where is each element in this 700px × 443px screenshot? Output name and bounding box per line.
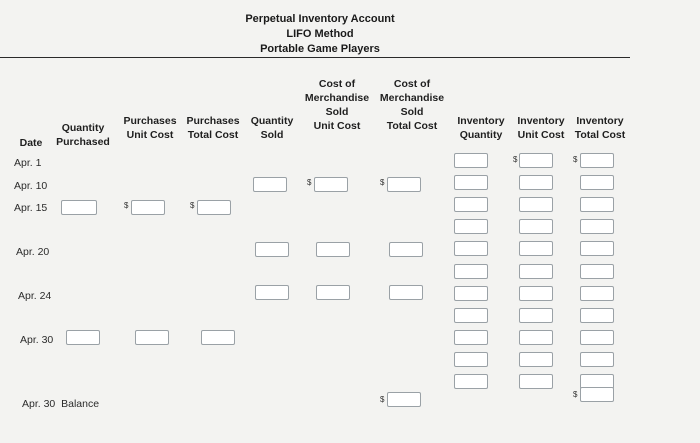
apr24-quantity-sold-input[interactable] bbox=[255, 285, 289, 300]
apr30-quantity-purchased-input[interactable] bbox=[66, 330, 100, 345]
apr10-cogs-total-cost-input[interactable] bbox=[387, 177, 421, 192]
inventory-quantity-input[interactable] bbox=[454, 153, 488, 168]
inventory-unit-cost-input[interactable] bbox=[519, 153, 553, 168]
inventory-unit-cost-input[interactable] bbox=[519, 197, 553, 212]
row-label-apr15: Apr. 15 bbox=[14, 202, 48, 214]
inventory-total-cost-input[interactable] bbox=[580, 197, 614, 212]
title-line-1: Perpetual Inventory Account bbox=[245, 13, 395, 25]
inventory-quantity-input[interactable] bbox=[454, 308, 488, 323]
apr10-cogs-unit-cost-input[interactable] bbox=[314, 177, 348, 192]
inventory-quantity-input[interactable] bbox=[454, 374, 488, 389]
row-label-apr30: Apr. 30 bbox=[20, 334, 54, 346]
header-cogs-unit-cost: Cost of Merchandise Sold Unit Cost bbox=[304, 78, 370, 132]
header-quantity-purchased: Quantity Purchased bbox=[56, 122, 110, 148]
header-inventory-total-cost: Inventory Total Cost bbox=[574, 115, 626, 141]
title-line-3: Portable Game Players bbox=[260, 43, 380, 55]
inventory-quantity-input[interactable] bbox=[454, 352, 488, 367]
inventory-total-cost-input[interactable] bbox=[580, 264, 614, 279]
header-purchases-unit-cost: Purchases Unit Cost bbox=[123, 115, 177, 141]
currency-symbol: $ bbox=[190, 201, 195, 210]
apr20-quantity-sold-input[interactable] bbox=[255, 242, 289, 257]
apr20-cogs-total-cost-input[interactable] bbox=[389, 242, 423, 257]
row-label-apr20: Apr. 20 bbox=[16, 246, 50, 258]
title-divider bbox=[0, 57, 630, 58]
currency-symbol: $ bbox=[573, 155, 578, 164]
header-quantity-sold: Quantity Sold bbox=[250, 115, 294, 141]
inventory-quantity-input[interactable] bbox=[454, 264, 488, 279]
header-date: Date bbox=[19, 137, 43, 149]
inventory-quantity-input[interactable] bbox=[454, 197, 488, 212]
inventory-unit-cost-input[interactable] bbox=[519, 241, 553, 256]
inventory-quantity-input[interactable] bbox=[454, 175, 488, 190]
currency-symbol: $ bbox=[380, 178, 385, 187]
inventory-total-cost-input[interactable] bbox=[580, 153, 614, 168]
title-line-2: LIFO Method bbox=[286, 28, 354, 40]
inventory-quantity-input[interactable] bbox=[454, 219, 488, 234]
apr30-purchases-unit-cost-input[interactable] bbox=[135, 330, 169, 345]
inventory-total-cost-input[interactable] bbox=[580, 175, 614, 190]
currency-symbol: $ bbox=[380, 395, 385, 404]
apr20-cogs-unit-cost-input[interactable] bbox=[316, 242, 350, 257]
apr24-cogs-total-cost-input[interactable] bbox=[389, 285, 423, 300]
inventory-quantity-input[interactable] bbox=[454, 241, 488, 256]
inventory-total-cost-input[interactable] bbox=[580, 352, 614, 367]
balance-inventory-total-cost-input[interactable] bbox=[580, 387, 614, 402]
inventory-unit-cost-input[interactable] bbox=[519, 264, 553, 279]
inventory-unit-cost-input[interactable] bbox=[519, 374, 553, 389]
balance-cogs-total-cost-input[interactable] bbox=[387, 392, 421, 407]
apr15-purchases-total-cost-input[interactable] bbox=[197, 200, 231, 215]
header-inventory-quantity: Inventory Quantity bbox=[457, 115, 505, 141]
inventory-total-cost-input[interactable] bbox=[580, 286, 614, 301]
currency-symbol: $ bbox=[513, 155, 518, 164]
inventory-quantity-input[interactable] bbox=[454, 286, 488, 301]
currency-symbol: $ bbox=[573, 390, 578, 399]
inventory-unit-cost-input[interactable] bbox=[519, 330, 553, 345]
row-label-balance: Apr. 30 Balance bbox=[22, 398, 100, 410]
row-label-apr10: Apr. 10 bbox=[14, 180, 48, 192]
inventory-unit-cost-input[interactable] bbox=[519, 175, 553, 190]
currency-symbol: $ bbox=[307, 178, 312, 187]
inventory-quantity-input[interactable] bbox=[454, 330, 488, 345]
apr10-quantity-sold-input[interactable] bbox=[253, 177, 287, 192]
inventory-total-cost-input[interactable] bbox=[580, 219, 614, 234]
header-purchases-total-cost: Purchases Total Cost bbox=[186, 115, 240, 141]
row-label-apr24: Apr. 24 bbox=[18, 290, 52, 302]
inventory-unit-cost-input[interactable] bbox=[519, 352, 553, 367]
apr30-purchases-total-cost-input[interactable] bbox=[201, 330, 235, 345]
apr15-purchases-unit-cost-input[interactable] bbox=[131, 200, 165, 215]
inventory-total-cost-input[interactable] bbox=[580, 241, 614, 256]
inventory-unit-cost-input[interactable] bbox=[519, 219, 553, 234]
apr24-cogs-unit-cost-input[interactable] bbox=[316, 285, 350, 300]
currency-symbol: $ bbox=[124, 201, 129, 210]
inventory-unit-cost-input[interactable] bbox=[519, 286, 553, 301]
apr15-quantity-purchased-input[interactable] bbox=[61, 200, 97, 215]
header-inventory-unit-cost: Inventory Unit Cost bbox=[517, 115, 565, 141]
inventory-total-cost-input[interactable] bbox=[580, 330, 614, 345]
header-cogs-total-cost: Cost of Merchandise Sold Total Cost bbox=[379, 78, 445, 132]
inventory-total-cost-input[interactable] bbox=[580, 308, 614, 323]
inventory-unit-cost-input[interactable] bbox=[519, 308, 553, 323]
row-label-apr1: Apr. 1 bbox=[14, 157, 42, 169]
